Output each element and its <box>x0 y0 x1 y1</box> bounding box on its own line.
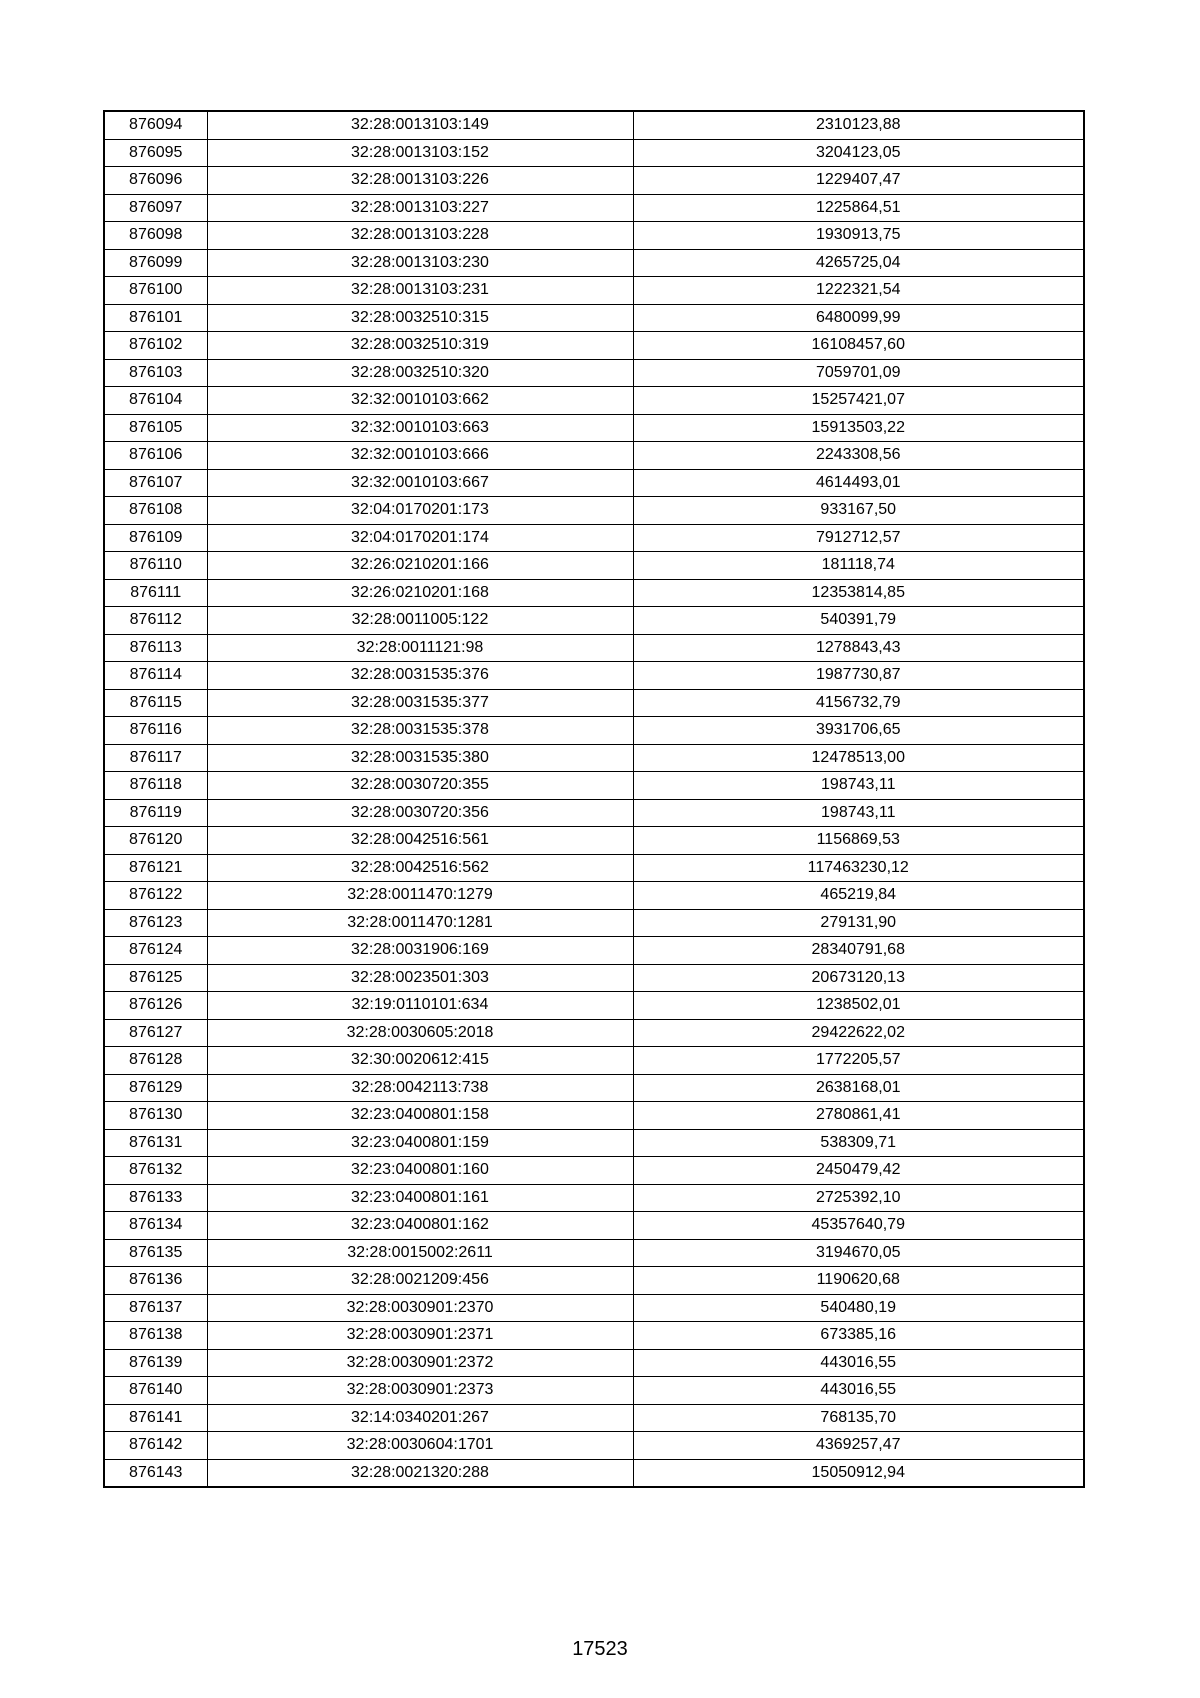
value-cell: 1222321,54 <box>633 277 1084 305</box>
row-number-cell: 876123 <box>104 909 207 937</box>
cadastral-number-cell: 32:28:0015002:2611 <box>207 1239 633 1267</box>
table-row <box>104 772 1084 800</box>
cadastral-number-cell: 32:28:0030605:2018 <box>207 1019 633 1047</box>
value-cell: 117463230,12 <box>633 854 1084 882</box>
table-row <box>104 524 1084 552</box>
page-number: 17523 <box>572 1638 628 1660</box>
row-number-cell: 876136 <box>104 1267 207 1295</box>
table-row <box>104 1239 1084 1267</box>
table-row <box>104 332 1084 360</box>
cadastral-number-cell: 32:14:0340201:267 <box>207 1404 633 1432</box>
row-number-cell: 876126 <box>104 992 207 1020</box>
value-cell: 15257421,07 <box>633 387 1084 415</box>
cadastral-number-cell: 32:28:0042113:738 <box>207 1074 633 1102</box>
row-number-cell: 876135 <box>104 1239 207 1267</box>
value-cell: 933167,50 <box>633 497 1084 525</box>
row-number-cell: 876101 <box>104 304 207 332</box>
table-row <box>104 387 1084 415</box>
cadastral-number-cell: 32:28:0011121:98 <box>207 634 633 662</box>
cadastral-number-cell: 32:28:0013103:228 <box>207 222 633 250</box>
table-row <box>104 1377 1084 1405</box>
row-number-cell: 876111 <box>104 579 207 607</box>
cadastral-number-cell: 32:28:0011470:1279 <box>207 882 633 910</box>
value-cell: 443016,55 <box>633 1377 1084 1405</box>
row-number-cell: 876128 <box>104 1047 207 1075</box>
table-row <box>104 827 1084 855</box>
cadastral-number-cell: 32:28:0031535:376 <box>207 662 633 690</box>
value-cell: 20673120,13 <box>633 964 1084 992</box>
cadastral-number-cell: 32:19:0110101:634 <box>207 992 633 1020</box>
value-cell: 1238502,01 <box>633 992 1084 1020</box>
row-number-cell: 876113 <box>104 634 207 662</box>
table-row <box>104 964 1084 992</box>
cadastral-number-cell: 32:28:0013103:152 <box>207 139 633 167</box>
value-cell: 1772205,57 <box>633 1047 1084 1075</box>
value-cell: 29422622,02 <box>633 1019 1084 1047</box>
table-row <box>104 1074 1084 1102</box>
table-row <box>104 662 1084 690</box>
cadastral-number-cell: 32:28:0030901:2372 <box>207 1349 633 1377</box>
value-cell: 12353814,85 <box>633 579 1084 607</box>
value-cell: 45357640,79 <box>633 1212 1084 1240</box>
row-number-cell: 876137 <box>104 1294 207 1322</box>
value-cell: 7059701,09 <box>633 359 1084 387</box>
table-row <box>104 552 1084 580</box>
row-number-cell: 876133 <box>104 1184 207 1212</box>
table-row <box>104 607 1084 635</box>
cadastral-number-cell: 32:28:0030604:1701 <box>207 1432 633 1460</box>
cadastral-number-cell: 32:04:0170201:174 <box>207 524 633 552</box>
table-row <box>104 909 1084 937</box>
table-row <box>104 1047 1084 1075</box>
table-row <box>104 1212 1084 1240</box>
cadastral-number-cell: 32:28:0030720:355 <box>207 772 633 800</box>
row-number-cell: 876106 <box>104 442 207 470</box>
table-row <box>104 442 1084 470</box>
row-number-cell: 876130 <box>104 1102 207 1130</box>
table-row <box>104 111 1084 139</box>
table-row <box>104 1349 1084 1377</box>
value-cell: 1229407,47 <box>633 167 1084 195</box>
cadastral-number-cell: 32:23:0400801:159 <box>207 1129 633 1157</box>
row-number-cell: 876094 <box>104 111 207 139</box>
row-number-cell: 876117 <box>104 744 207 772</box>
cadastral-number-cell: 32:28:0031535:378 <box>207 717 633 745</box>
value-cell: 2310123,88 <box>633 111 1084 139</box>
row-number-cell: 876099 <box>104 249 207 277</box>
value-cell: 673385,16 <box>633 1322 1084 1350</box>
table-row <box>104 937 1084 965</box>
cadastral-number-cell: 32:32:0010103:667 <box>207 469 633 497</box>
table-row <box>104 497 1084 525</box>
row-number-cell: 876102 <box>104 332 207 360</box>
table-row <box>104 689 1084 717</box>
value-cell: 7912712,57 <box>633 524 1084 552</box>
value-cell: 465219,84 <box>633 882 1084 910</box>
cadastral-number-cell: 32:28:0042516:561 <box>207 827 633 855</box>
row-number-cell: 876116 <box>104 717 207 745</box>
row-number-cell: 876139 <box>104 1349 207 1377</box>
row-number-cell: 876129 <box>104 1074 207 1102</box>
row-number-cell: 876141 <box>104 1404 207 1432</box>
row-number-cell: 876138 <box>104 1322 207 1350</box>
cadastral-number-cell: 32:30:0020612:415 <box>207 1047 633 1075</box>
cadastral-number-cell: 32:28:0011470:1281 <box>207 909 633 937</box>
table-row <box>104 1019 1084 1047</box>
table-row <box>104 469 1084 497</box>
row-number-cell: 876118 <box>104 772 207 800</box>
value-cell: 198743,11 <box>633 799 1084 827</box>
cadastral-number-cell: 32:04:0170201:173 <box>207 497 633 525</box>
row-number-cell: 876114 <box>104 662 207 690</box>
row-number-cell: 876107 <box>104 469 207 497</box>
cadastral-number-cell: 32:23:0400801:161 <box>207 1184 633 1212</box>
cadastral-number-cell: 32:28:0031906:169 <box>207 937 633 965</box>
value-cell: 28340791,68 <box>633 937 1084 965</box>
value-cell: 12478513,00 <box>633 744 1084 772</box>
cadastral-number-cell: 32:28:0013103:227 <box>207 194 633 222</box>
value-cell: 2638168,01 <box>633 1074 1084 1102</box>
cadastral-number-cell: 32:23:0400801:160 <box>207 1157 633 1185</box>
value-cell: 443016,55 <box>633 1349 1084 1377</box>
value-cell: 15050912,94 <box>633 1459 1084 1487</box>
row-number-cell: 876127 <box>104 1019 207 1047</box>
table-row <box>104 1459 1084 1487</box>
cadastral-number-cell: 32:28:0032510:315 <box>207 304 633 332</box>
row-number-cell: 876110 <box>104 552 207 580</box>
table-row <box>104 304 1084 332</box>
row-number-cell: 876112 <box>104 607 207 635</box>
value-cell: 15913503,22 <box>633 414 1084 442</box>
cadastral-number-cell: 32:28:0013103:226 <box>207 167 633 195</box>
cadastral-number-cell: 32:28:0013103:149 <box>207 111 633 139</box>
value-cell: 1225864,51 <box>633 194 1084 222</box>
row-number-cell: 876142 <box>104 1432 207 1460</box>
table-row <box>104 1432 1084 1460</box>
value-cell: 181118,74 <box>633 552 1084 580</box>
value-cell: 4614493,01 <box>633 469 1084 497</box>
value-cell: 538309,71 <box>633 1129 1084 1157</box>
table-row <box>104 634 1084 662</box>
data-table <box>103 110 1085 1488</box>
row-number-cell: 876103 <box>104 359 207 387</box>
row-number-cell: 876098 <box>104 222 207 250</box>
value-cell: 4265725,04 <box>633 249 1084 277</box>
cadastral-number-cell: 32:32:0010103:663 <box>207 414 633 442</box>
row-number-cell: 876119 <box>104 799 207 827</box>
value-cell: 2725392,10 <box>633 1184 1084 1212</box>
row-number-cell: 876124 <box>104 937 207 965</box>
value-cell: 540391,79 <box>633 607 1084 635</box>
cadastral-number-cell: 32:28:0013103:231 <box>207 277 633 305</box>
cadastral-number-cell: 32:28:0021209:456 <box>207 1267 633 1295</box>
table-row <box>104 167 1084 195</box>
cadastral-number-cell: 32:23:0400801:158 <box>207 1102 633 1130</box>
table-row <box>104 744 1084 772</box>
value-cell: 2450479,42 <box>633 1157 1084 1185</box>
table-row <box>104 1267 1084 1295</box>
table-row <box>104 1294 1084 1322</box>
cadastral-number-cell: 32:26:0210201:168 <box>207 579 633 607</box>
value-cell: 3931706,65 <box>633 717 1084 745</box>
value-cell: 3204123,05 <box>633 139 1084 167</box>
row-number-cell: 876131 <box>104 1129 207 1157</box>
row-number-cell: 876120 <box>104 827 207 855</box>
cadastral-number-cell: 32:28:0030901:2370 <box>207 1294 633 1322</box>
row-number-cell: 876108 <box>104 497 207 525</box>
cadastral-number-cell: 32:28:0031535:380 <box>207 744 633 772</box>
table-row <box>104 1322 1084 1350</box>
value-cell: 540480,19 <box>633 1294 1084 1322</box>
row-number-cell: 876140 <box>104 1377 207 1405</box>
table-row <box>104 249 1084 277</box>
value-cell: 1190620,68 <box>633 1267 1084 1295</box>
cadastral-number-cell: 32:26:0210201:166 <box>207 552 633 580</box>
row-number-cell: 876095 <box>104 139 207 167</box>
cadastral-number-cell: 32:28:0021320:288 <box>207 1459 633 1487</box>
cadastral-number-cell: 32:28:0032510:320 <box>207 359 633 387</box>
table-body <box>104 111 1084 1487</box>
cadastral-number-cell: 32:28:0023501:303 <box>207 964 633 992</box>
table-row <box>104 1102 1084 1130</box>
table-row <box>104 139 1084 167</box>
value-cell: 198743,11 <box>633 772 1084 800</box>
cadastral-number-cell: 32:23:0400801:162 <box>207 1212 633 1240</box>
row-number-cell: 876115 <box>104 689 207 717</box>
value-cell: 1930913,75 <box>633 222 1084 250</box>
table-row <box>104 414 1084 442</box>
row-number-cell: 876105 <box>104 414 207 442</box>
value-cell: 1987730,87 <box>633 662 1084 690</box>
cadastral-number-cell: 32:28:0030720:356 <box>207 799 633 827</box>
row-number-cell: 876104 <box>104 387 207 415</box>
row-number-cell: 876125 <box>104 964 207 992</box>
table-row <box>104 799 1084 827</box>
row-number-cell: 876109 <box>104 524 207 552</box>
value-cell: 3194670,05 <box>633 1239 1084 1267</box>
cadastral-number-cell: 32:28:0030901:2373 <box>207 1377 633 1405</box>
cadastral-number-cell: 32:28:0013103:230 <box>207 249 633 277</box>
value-cell: 6480099,99 <box>633 304 1084 332</box>
row-number-cell: 876096 <box>104 167 207 195</box>
value-cell: 4156732,79 <box>633 689 1084 717</box>
cadastral-number-cell: 32:28:0031535:377 <box>207 689 633 717</box>
cadastral-number-cell: 32:28:0011005:122 <box>207 607 633 635</box>
table-row <box>104 277 1084 305</box>
row-number-cell: 876100 <box>104 277 207 305</box>
table-row <box>104 579 1084 607</box>
cadastral-number-cell: 32:28:0042516:562 <box>207 854 633 882</box>
value-cell: 2243308,56 <box>633 442 1084 470</box>
cadastral-number-cell: 32:28:0032510:319 <box>207 332 633 360</box>
cadastral-number-cell: 32:32:0010103:666 <box>207 442 633 470</box>
table-row <box>104 194 1084 222</box>
cadastral-number-cell: 32:32:0010103:662 <box>207 387 633 415</box>
table-row <box>104 1129 1084 1157</box>
value-cell: 768135,70 <box>633 1404 1084 1432</box>
table-row <box>104 359 1084 387</box>
table-row <box>104 992 1084 1020</box>
value-cell: 16108457,60 <box>633 332 1084 360</box>
row-number-cell: 876122 <box>104 882 207 910</box>
table-row <box>104 1157 1084 1185</box>
cadastral-number-cell: 32:28:0030901:2371 <box>207 1322 633 1350</box>
row-number-cell: 876143 <box>104 1459 207 1487</box>
row-number-cell: 876097 <box>104 194 207 222</box>
table-row <box>104 882 1084 910</box>
table-row <box>104 222 1084 250</box>
value-cell: 4369257,47 <box>633 1432 1084 1460</box>
table-row <box>104 1404 1084 1432</box>
table-row <box>104 854 1084 882</box>
table-row <box>104 717 1084 745</box>
row-number-cell: 876134 <box>104 1212 207 1240</box>
table-row <box>104 1184 1084 1212</box>
row-number-cell: 876132 <box>104 1157 207 1185</box>
value-cell: 1278843,43 <box>633 634 1084 662</box>
value-cell: 2780861,41 <box>633 1102 1084 1130</box>
value-cell: 279131,90 <box>633 909 1084 937</box>
row-number-cell: 876121 <box>104 854 207 882</box>
value-cell: 1156869,53 <box>633 827 1084 855</box>
